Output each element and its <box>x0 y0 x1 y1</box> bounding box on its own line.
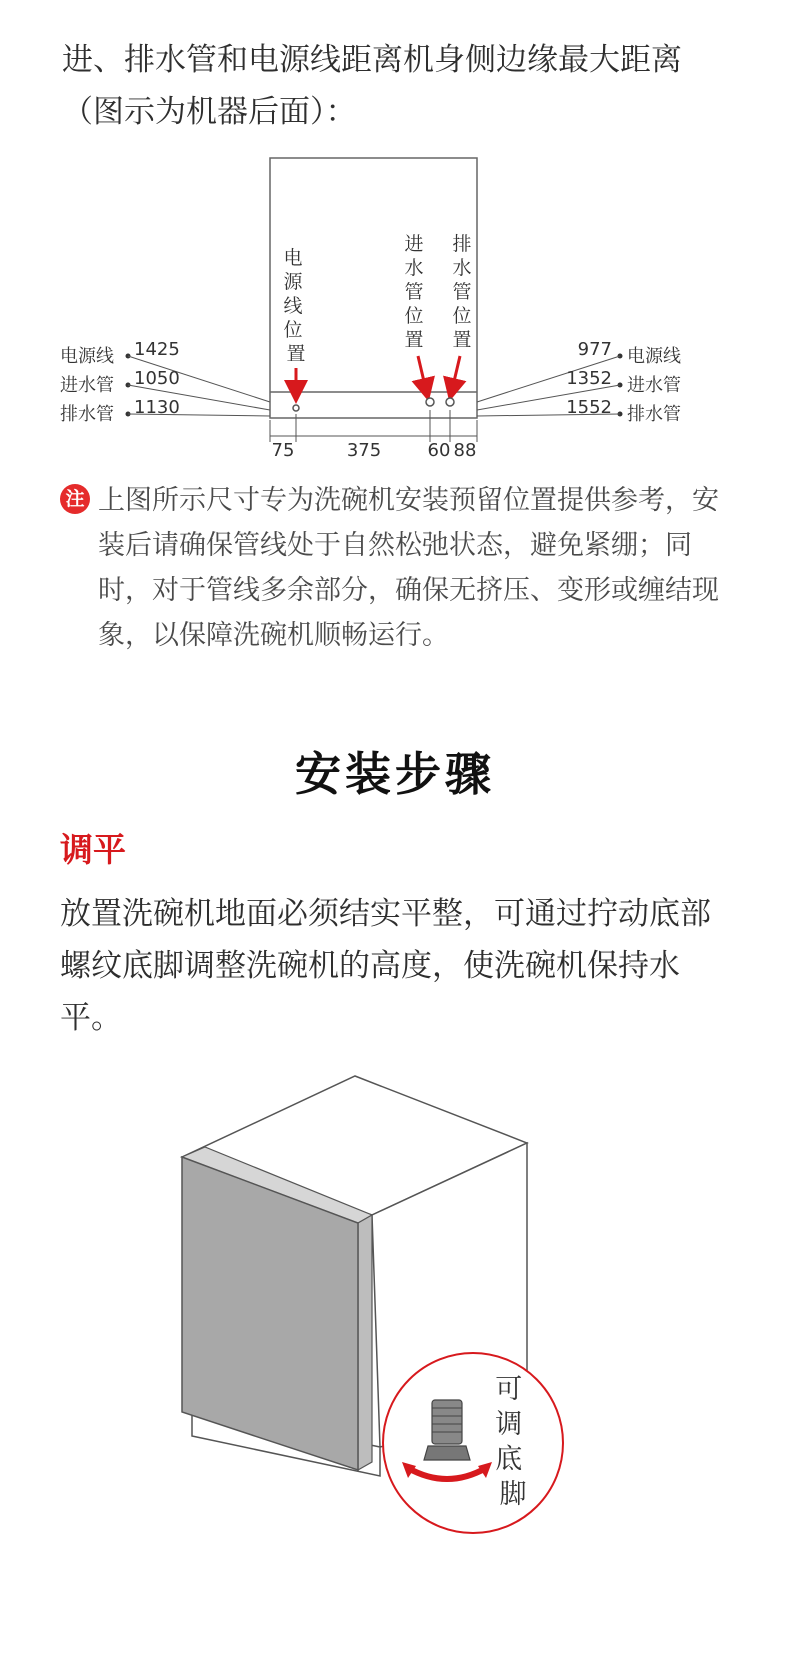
dim-375: 375 <box>346 440 382 461</box>
door-panel-side <box>358 1215 372 1470</box>
right-callouts <box>477 339 681 425</box>
left-value-inlet: 1050 <box>134 368 180 389</box>
dim-88: 88 <box>453 440 477 461</box>
dishwasher-illustration <box>0 1060 790 1657</box>
right-value-drain: 1552 <box>566 397 612 418</box>
section-title: 安装步骤 <box>295 747 495 801</box>
left-callouts <box>60 339 270 425</box>
right-value-inlet: 1352 <box>566 368 612 389</box>
note-badge: 注 <box>60 484 90 514</box>
right-value-power: 977 <box>577 339 612 360</box>
rear-view-diagram <box>0 150 790 470</box>
inlet-point <box>426 398 434 406</box>
power-position-label: 电 源 线 位 置 <box>283 247 306 365</box>
left-label-inlet: 进水管 <box>60 375 114 396</box>
leveling-text: 放置洗碗机地面必须结实平整，可通过拧动底部螺纹底脚调整洗碗机的高度，使洗碗机保持水平。 <box>60 896 711 1036</box>
drain-arrow <box>452 356 460 390</box>
intro-text: 进、排水管和电源线距离机身侧边缘最大距离（图示为机器后面）： <box>62 42 682 130</box>
left-label-drain: 排水管 <box>60 404 114 425</box>
leveling-title: 调平 <box>60 830 126 869</box>
note-text: 上图所示尺寸专为洗碗机安装预留位置提供参考，安装后请确保管线处于自然松弛状态，避免紧绷；同时，对于管线多余部分，确保无挤压、变形或缠结现象，以保障洗碗机顺畅运行。 <box>98 485 719 651</box>
left-value-drain: 1130 <box>134 397 180 418</box>
right-label-power: 电源线 <box>627 346 681 367</box>
drain-point <box>446 398 454 406</box>
right-label-inlet: 进水管 <box>627 375 681 396</box>
foot-callout-circle <box>383 1353 563 1533</box>
left-value-power: 1425 <box>134 339 180 360</box>
drain-position-label: 排水管位置 <box>452 233 472 351</box>
dim-60: 60 <box>427 440 451 461</box>
note-block <box>60 478 740 658</box>
dim-75: 75 <box>271 440 295 461</box>
inlet-position-label: 进水管位置 <box>404 233 424 351</box>
power-point <box>293 405 299 411</box>
right-label-drain: 排水管 <box>627 404 681 425</box>
dimension-line <box>270 410 477 442</box>
inlet-arrow <box>418 356 426 390</box>
foot-callout-label: 可 调 底 脚 <box>495 1374 527 1510</box>
left-label-power: 电源线 <box>60 346 114 367</box>
